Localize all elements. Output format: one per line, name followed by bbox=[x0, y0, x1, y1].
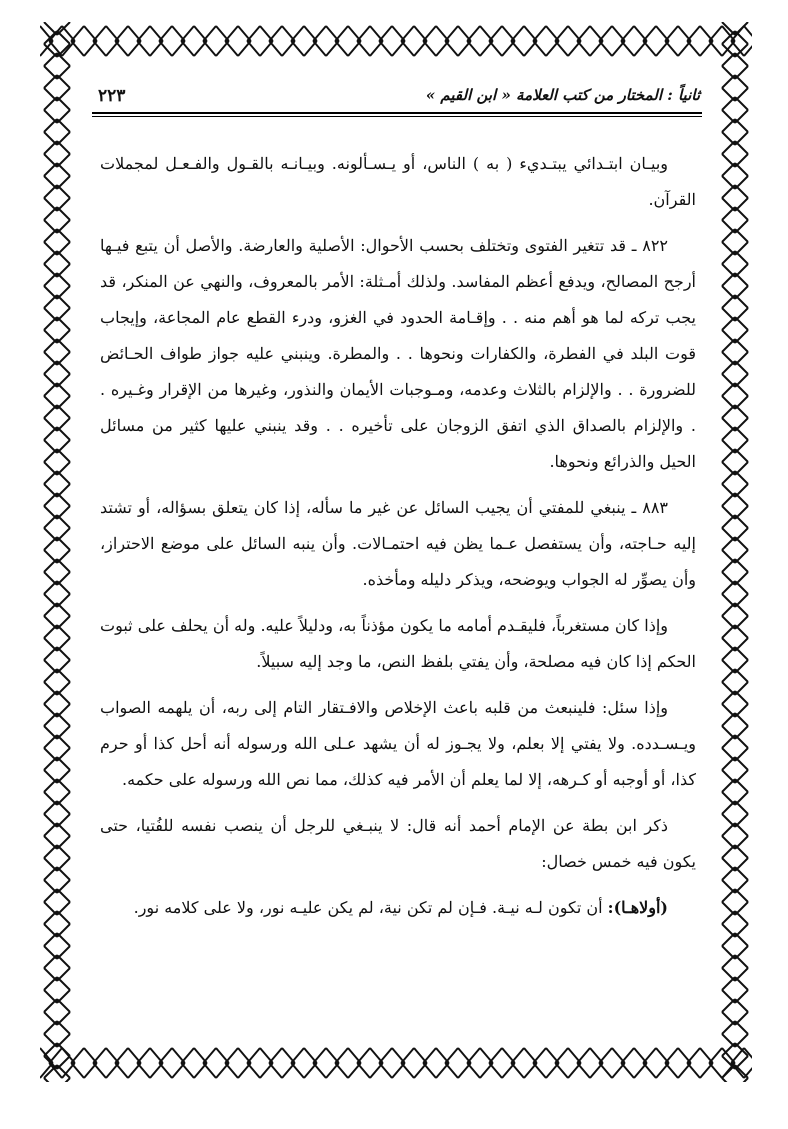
zigzag-ornament bbox=[40, 22, 752, 60]
decorative-border-right bbox=[718, 22, 752, 1082]
paragraph: ذكر ابن بطة عن الإمام أحمد أنه قال: لا ينبـغي للرجل أن ينصب نفسه للفُتيا، حتى يكون فيه خمس خصال: bbox=[100, 816, 696, 871]
zigzag-ornament bbox=[718, 22, 752, 1082]
header-title: ثانياً : المختار من كتب العلامة « ابن القيم » bbox=[425, 86, 700, 104]
paragraph bbox=[100, 890, 696, 926]
paragraph: وإذا كان مستغرباً، فليقـدم أمامه ما يكون مؤذناً به، ودليلاً عليه. وله أن يحلف على ثبوت الحكم إذا كان فيه مصلحة، وأن يفتي بلفظ النص، ما وجد إليه سبيلاً. bbox=[100, 616, 696, 671]
header-rule bbox=[92, 112, 702, 117]
zigzag-ornament bbox=[40, 22, 74, 1082]
paragraph: ٨٨٣ ـ ينبغي للمفتي أن يجيب السائل عن غير ما سأله، إذا كان يتعلق بسؤاله، أو تشتد إليه حـاجته، وأن يستفصل عـما يظن فيه احتمـالات. وأن ينبه السائل على موضع الاحتراز، وأن يصوِّر له الجواب ويوضحه، ويذكر دليله ومأخذه. bbox=[100, 498, 696, 589]
paragraph: ٨٢٢ ـ قد تتغير الفتوى وتختلف بحسب الأحوال: الأصلية والعارضة. والأصل أن يتبع فيـها أرجح المصالح، ويدفع أعظم المفاسد. ولذلك أمـثلة: الأمر بالمعروف، والنهي عن المنكر، قد يجب تركه لما هو أهم منه . . وإقـامة الحدود في الغزو، ودرء القطع عام المجاعة، وإيجاب قوت البلد في الفطرة، والكفارات ونحوها . . والمطرة. وينبني عليه جواز طواف الحـائض للضرورة . . والإلزام بالثلاث وعدمه، ومـوجبات الأيمان والنذور، وغيرها من الإقرار وغـيره . . والإلزام بالصداق الذي اتفق الزوجان على تأخيره . . وقد ينبني عليها كثير من مسائل الحيل والذرائع ونحوها. bbox=[100, 236, 697, 471]
page-number: ٢٢٣ bbox=[98, 86, 126, 106]
running-header bbox=[92, 80, 702, 110]
paragraph: وإذا سئل: فلينبعث من قلبه باعث الإخلاص والافـتقار التام إلى ربه، أن يلهمه الصواب ويـسـدده. ولا يفتي إلا بعلم، ولا يجـوز له أن يشهد عـلى الله ورسوله أنه أحل كذا أو حرم كذا، أو أوجبه أو كـرهه، إلا لما يعلم أن الأمر فيه كذلك، مما نص الله ورسوله على حكمه. bbox=[100, 698, 697, 789]
decorative-border-bottom bbox=[40, 1044, 752, 1082]
paragraph-text: أن تكون لـه نيـة. فـإن لم تكن نية، لم يكن عليـه نور، ولا على كلامه نور. bbox=[133, 898, 608, 917]
page-body bbox=[100, 146, 696, 926]
paragraph-term: (أولاهـا): bbox=[607, 898, 668, 917]
decorative-border-left bbox=[40, 22, 74, 1082]
decorative-border-top bbox=[40, 22, 752, 60]
zigzag-ornament bbox=[40, 1044, 752, 1082]
paragraph: وبيـان ابتـدائي يبتـديء ( به ) الناس، أو يـسـألونه. وبيـانـه بالقـول والفـعـل لمجملات القرآن. bbox=[100, 154, 696, 209]
